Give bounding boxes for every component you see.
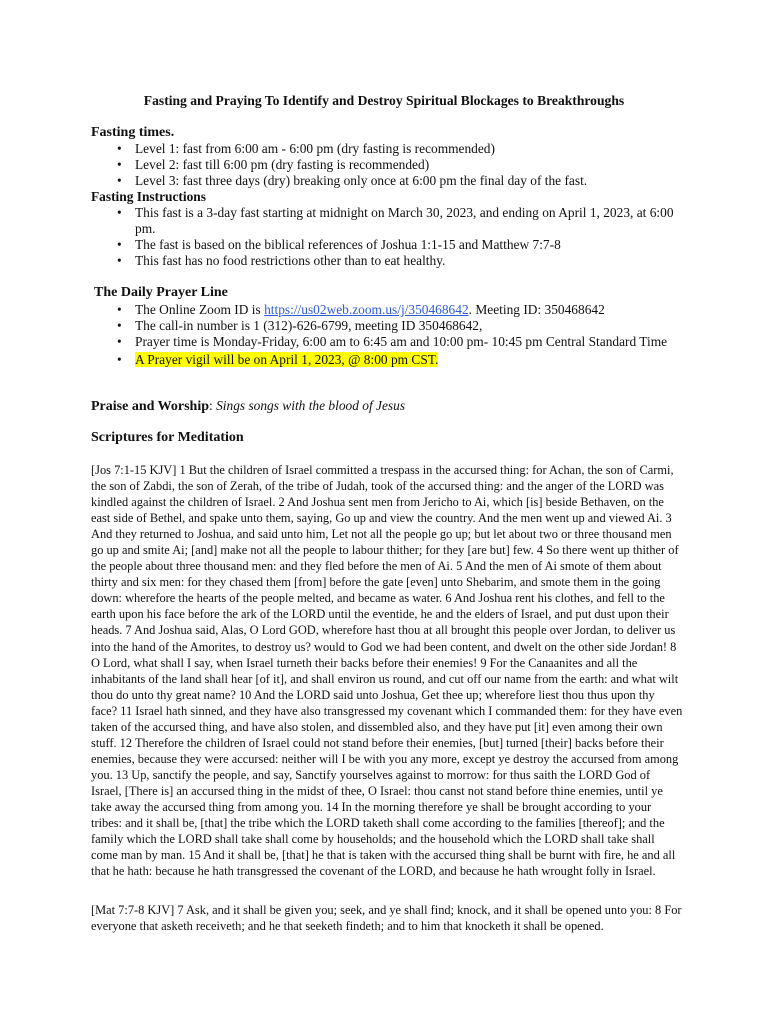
list-item: • Prayer time is Monday-Friday, 6:00 am to 6:45 am and 10:00 pm- 10:45 pm Central Standard Time xyxy=(91,334,691,350)
zoom-link[interactable]: https://us02web.zoom.us/j/350468642 xyxy=(264,302,469,317)
praise-text: Sings songs with the blood of Jesus xyxy=(216,398,406,413)
document-title: Fasting and Praying To Identify and Destroy Spiritual Blockages to Breakthroughs xyxy=(143,93,625,108)
prayer-line-heading: The Daily Prayer Line xyxy=(94,285,228,300)
list-item: • This fast is a 3-day fast starting at midnight on March 30, 2023, and ending on April 1, 2023, at 6:00 pm. xyxy=(91,205,676,237)
list-item: • The fast is based on the biblical references of Joshua 1:1-15 and Matthew 7:7-8 xyxy=(91,237,676,253)
matthew-scripture-paragraph: [Mat 7:7-8 KJV] 7 Ask, and it shall be given you; seek, and ye shall find; knock, and it shall be opened unto you: 8 For everyone that asketh receiveth; and he that seeketh findeth; and to him that knocketh it shall be opened. xyxy=(91,903,682,934)
list-item: • Level 1: fast from 6:00 am - 6:00 pm (dry fasting is recommended) xyxy=(91,141,691,157)
fasting-times-list xyxy=(91,141,691,189)
praise-label: Praise and Worship xyxy=(91,399,209,414)
list-item: • Level 2: fast till 6:00 pm (dry fasting is recommended) xyxy=(91,157,691,173)
prayer-vigil-highlight: A Prayer vigil will be on April 1, 2023, @ 8:00 pm CST. xyxy=(135,352,439,367)
scriptures-heading: Scriptures for Meditation xyxy=(91,430,244,445)
praise-and-worship xyxy=(91,398,405,415)
fasting-instructions-heading: Fasting Instructions xyxy=(91,189,206,204)
zoom-prefix: The Online Zoom ID is xyxy=(135,302,265,317)
list-item: • This fast has no food restrictions other than to eat healthy. xyxy=(91,253,676,269)
joshua-scripture-paragraph: [Jos 7:1-15 KJV] 1 But the children of Israel committed a trespass in the accursed thing: for Achan, the son of Carmi, the son of Zabdi, the son of Zerah, of the tribe of Judah, took of the accursed thing: and the anger of the LORD was kindled against the children of Israel. 2 And Joshua sent men from Jericho to Ai, which [is] beside Bethaven, on the east side of Bethel, and spake unto them, saying, Go up and view the country. And the men went up and viewed Ai. 3 And they returned to Joshua, and said unto him, Let not all the people go up; but let about two or three thousand men go up and smite Ai; [and] make not all the people to labour thither; for they [are but] few. 4 So there went up thither of the people about three thousand men: and they fled before the men of Ai. 5 And the men of Ai smote of them about thirty and six men: for they chased them [from] before the gate [even] unto Shebarim, and smote them in the going down: wherefore the hearts of the people melted, and became as water. 6 And Joshua rent his clothes, and fell to the earth upon his face before the ark of the LORD until the eventide, he and the elders of Israel, and put dust upon their heads. 7 And Joshua said, Alas, O Lord GOD, wherefore hast thou at all brought this people over Jordan, to deliver us into the hand of the Amorites, to destroy us? would to God we had been content, and dwelt on the other side Jordan! 8 O Lord, what shall I say, when Israel turneth their backs before their enemies! 9 For the Canaanites and all the inhabitants of the land shall hear [of it], and shall environ us round, and cut off our name from the earth: and what wilt thou do unto thy great name? 10 And the LORD said unto Joshua, Get thee up; wherefore liest thou thus upon thy face? 11 Israel hath sinned, and they have also transgressed my covenant which I commanded them: for they have even taken of the accursed thing, and have also stolen, and dissembled also, and they have put [it] even among their own stuff. 12 Therefore the children of Israel could not stand before their enemies, [but] turned [their] backs before their enemies, because they were accursed: neither will I be with you any more, except ye destroy the accursed from among you. 13 Up, sanctify the people, and say, Sanctify yourselves against to morrow: for thus saith the LORD God of Israel, [There is] an accursed thing in the midst of thee, O Israel: thou canst not stand before thine enemies, until ye take away the accursed thing from among you. 14 In the morning therefore ye shall be brought according to your tribes: and it shall be, [that] the tribe which the LORD taketh shall come according to the families [thereof]; and the family which the LORD shall take shall come by households; and the household which the LORD shall take shall come man by man. 15 And it shall be, [that] he that is taken with the accursed thing shall be burnt with fire, he and all that he hath: because he hath transgressed the covenant of the LORD, and because he hath wrought folly in Israel. xyxy=(91,463,683,879)
list-item: • Level 3: fast three days (dry) breaking only once at 6:00 pm the final day of the fast. xyxy=(91,173,691,189)
fasting-times-heading: Fasting times. xyxy=(91,125,175,140)
fasting-instructions-list xyxy=(91,205,676,269)
list-item: • The call-in number is 1 (312)-626-6799, meeting ID 350468642, xyxy=(91,318,691,334)
prayer-line-list xyxy=(91,302,691,368)
list-item xyxy=(91,302,691,318)
list-item xyxy=(91,352,691,368)
praise-separator: : xyxy=(209,398,217,413)
zoom-suffix: . Meeting ID: 350468642 xyxy=(468,302,605,317)
